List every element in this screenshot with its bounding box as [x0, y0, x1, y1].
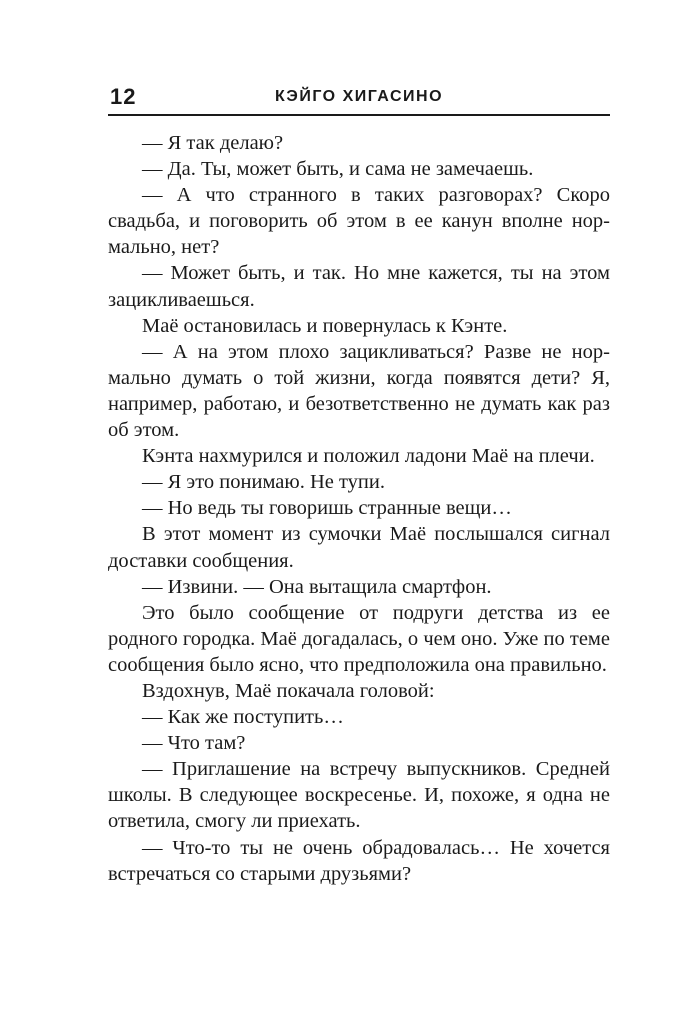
paragraph: — А на этом плохо зацикливаться? Разве не нормально думать о той жизни, когда появятся дети? Я, например, работаю, и безответственно не думать как раз об этом.	[108, 340, 610, 442]
paragraph: — Как же поступить…	[142, 706, 344, 729]
paragraph: — Может быть, и так. Но мне кажется, ты на этом зацикливаешься.	[108, 262, 610, 311]
paragraph: — Я это понимаю. Не тупи.	[142, 471, 385, 494]
paragraph: Вздохнув, Маё покачала головой:	[142, 679, 435, 702]
page-header	[108, 80, 610, 116]
paragraph: — Что-то ты не очень обрадовалась… Не хочется встречаться со старыми друзьями?	[108, 836, 610, 885]
paragraph: — А что странного в таких разговорах? Скоро свадьба, и поговорить об этом в ее канун вполне нормально, нет?	[108, 184, 610, 259]
book-page	[108, 80, 610, 887]
paragraph: Это было сообщение от подруги детства из ее родного городка. Маё догадалась, о чем оно. Уже по теме сообщения было ясно, что предположила она правильно.	[108, 601, 610, 676]
page-number: 12	[110, 84, 137, 109]
paragraph: — Приглашение на встречу выпускников. Средней школы. В следующее воскресенье. И, похоже, я одна не ответила, смогу ли приехать.	[108, 758, 610, 833]
paragraph: — Я так делаю?	[142, 132, 284, 154]
paragraph: В этот момент из сумочки Маё послышался сигнал доставки сообщения.	[108, 523, 610, 572]
running-head-author: КЭЙГО ХИГАСИНО	[274, 88, 444, 105]
paragraph: Маё остановилась и повернулась к Кэнте.	[142, 314, 508, 337]
body-text	[108, 130, 610, 887]
paragraph: Кэнта нахмурился и положил ладони Маё на плечи.	[142, 445, 595, 468]
paragraph: — Да. Ты, может быть, и сама не замечаешь.	[142, 158, 534, 181]
paragraph: — Извини. — Она вытащила смартфон.	[142, 575, 492, 598]
paragraph: — Что там?	[142, 732, 246, 755]
paragraph: — Но ведь ты говоришь странные вещи…	[142, 497, 512, 520]
